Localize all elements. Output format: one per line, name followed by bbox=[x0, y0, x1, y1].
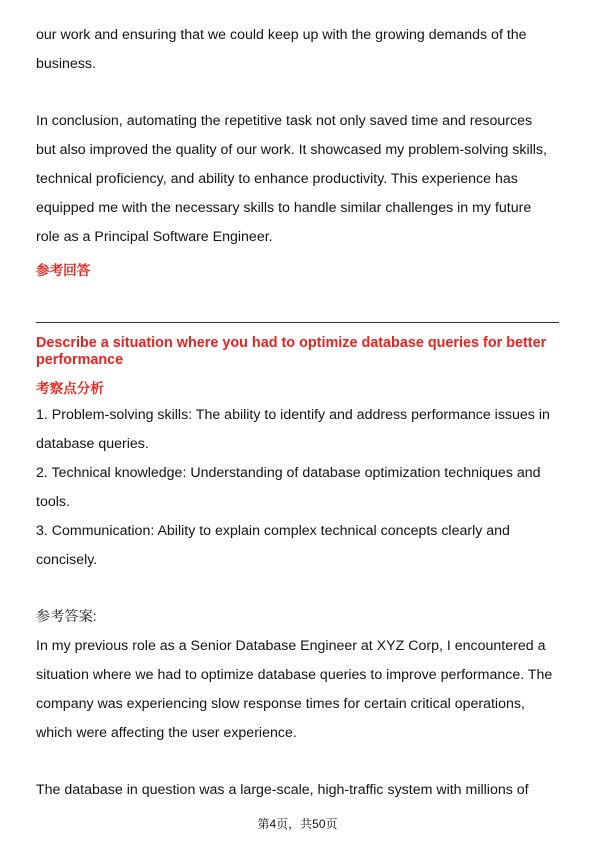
analysis-point-1-line-1: 1. Problem-solving skills: The ability to identify and address performance issues in bbox=[36, 407, 550, 423]
analysis-point-3-line-2: concisely. bbox=[36, 552, 98, 568]
paragraph-1-line-2: business. bbox=[36, 56, 96, 72]
answer-paragraph-1-line-2: situation where we had to optimize database queries to improve performance. The bbox=[36, 667, 553, 683]
paragraph-2-line-4: equipped me with the necessary skills to handle similar challenges in my future bbox=[36, 200, 532, 216]
answer-paragraph-1-line-4: which were affecting the user experience. bbox=[36, 725, 297, 741]
analysis-label: 考察点分析 bbox=[36, 381, 104, 396]
question-title-line-1: Describe a situation where you had to optimize database queries for better bbox=[36, 335, 547, 351]
reference-answer-label: 参考回答 bbox=[36, 263, 91, 278]
paragraph-1-line-1: our work and ensuring that we could keep up with the growing demands of the bbox=[36, 27, 527, 43]
answer-paragraph-1-line-1: In my previous role as a Senior Database Engineer at XYZ Corp, I encountered a bbox=[36, 638, 546, 654]
question-title-line-2: performance bbox=[36, 352, 124, 368]
paragraph-2-line-1: In conclusion, automating the repetitive task not only saved time and resources bbox=[36, 113, 533, 129]
analysis-point-3-line-1: 3. Communication: Ability to explain complex technical concepts clearly and bbox=[36, 523, 510, 539]
paragraph-2-line-5: role as a Principal Software Engineer. bbox=[36, 229, 273, 245]
analysis-point-2-line-2: tools. bbox=[36, 494, 70, 510]
analysis-point-1-line-2: database queries. bbox=[36, 436, 149, 452]
answer-paragraph-2-line-1: The database in question was a large-scale, high-traffic system with millions of bbox=[36, 782, 529, 798]
section-divider bbox=[36, 322, 559, 323]
paragraph-2-line-2: but also improved the quality of our work. It showcased my problem-solving skills, bbox=[36, 142, 547, 158]
analysis-point-2-line-1: 2. Technical knowledge: Understanding of database optimization techniques and bbox=[36, 465, 541, 481]
answer-label: 参考答案: bbox=[36, 609, 97, 625]
page-number-footer: 第4页，共50页 bbox=[257, 817, 338, 831]
answer-paragraph-1-line-3: company was experiencing slow response times for certain critical operations, bbox=[36, 696, 525, 712]
paragraph-2-line-3: technical proficiency, and ability to enhance productivity. This experience has bbox=[36, 171, 518, 187]
